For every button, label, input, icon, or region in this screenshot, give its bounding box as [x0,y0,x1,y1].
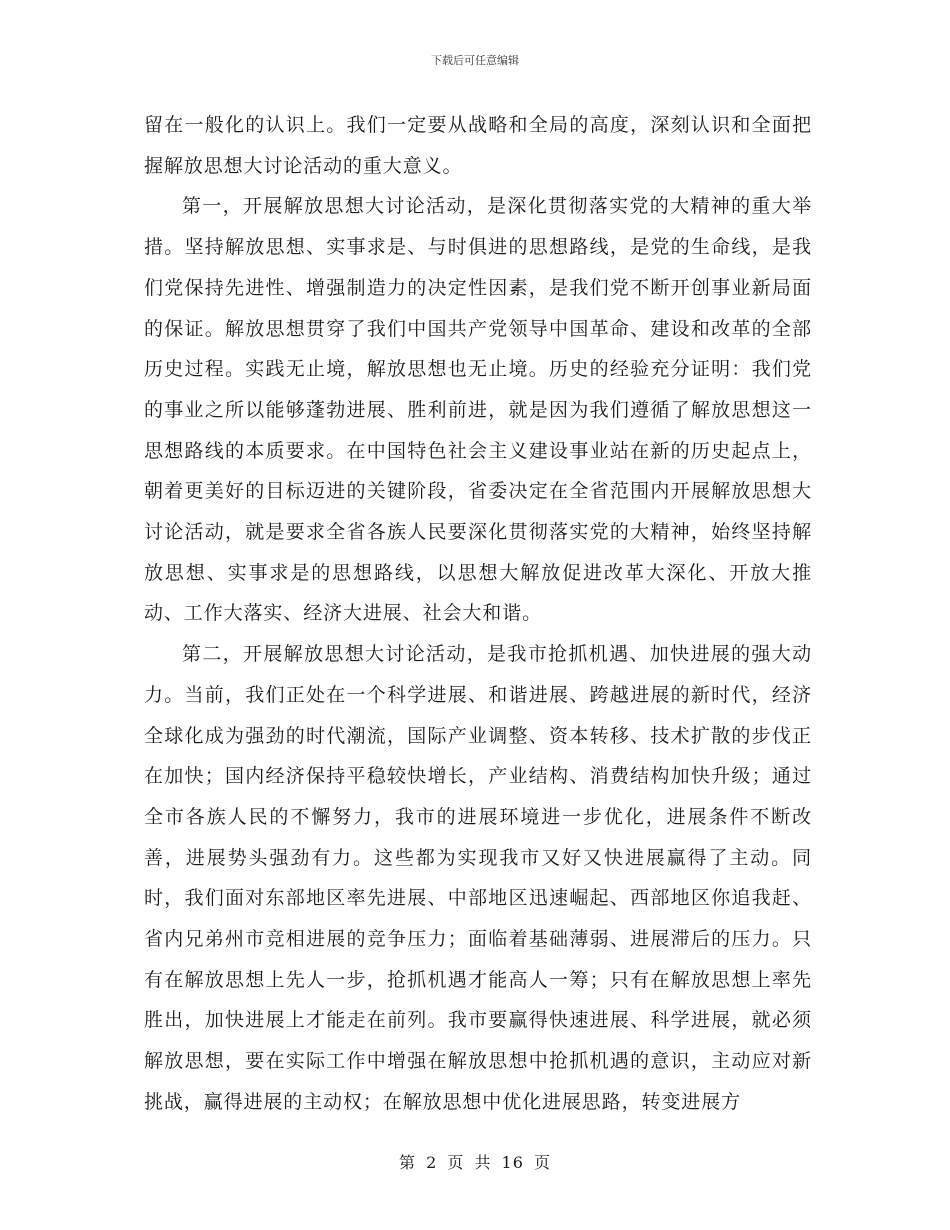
page-header-note: 下载后可任意编辑 [431,54,519,67]
paragraph-continuation: 留在一般化的认识上。我们一定要从战略和全局的高度，深刻认识和全面把握解放思想大讨论活动的重大意义。 [144,114,812,177]
page-number-footer: 第 2 页 共 16 页 [399,1153,551,1172]
body-text [144,105,812,1123]
paragraph-second-point: 第二，开展解放思想大讨论活动，是我市抢抓机遇、加快进展的强大动力。当前，我们正处在一个科学进展、和谐进展、跨越进展的新时代，经济全球化成为强劲的时代潮流，国际产业调整、资本转移、技术扩散的步伐正在加快；国内经济保持平稳较快增长，产业结构、消费结构加快升级；通过全市各族人民的不懈努力，我市的进展环境进一步优化，进展条件不断改善，进展势头强劲有力。这些都为实现我市又好又快进展赢得了主动。同时，我们面对东部地区率先进展、中部地区迅速崛起、西部地区你追我赶、省内兄弟州市竞相进展的竞争压力；面临着基础薄弱、进展滞后的压力。只有在解放思想上先人一步，抢抓机遇才能高人一筹；只有在解放思想上率先胜出，加快进展上才能走在前列。我市要赢得快速进展、科学进展，就必须解放思想，要在实际工作中增强在解放思想中抢抓机遇的意识，主动应对新挑战，赢得进展的主动权；在解放思想中优化进展思路，转变进展方 [144,643,812,1113]
paragraph-first-point: 第一，开展解放思想大讨论活动，是深化贯彻落实党的大精神的重大举措。坚持解放思想、实事求是、与时俱进的思想路线，是党的生命线，是我们党保持先进性、增强制造力的决定性因素，是我们党不断开创事业新局面的保证。解放思想贯穿了我们中国共产党领导中国革命、建设和改革的全部历史过程。实践无止境，解放思想也无止境。历史的经验充分证明：我们党的事业之所以能够蓬勃进展、胜利前进，就是因为我们遵循了解放思想这一思想路线的本质要求。在中国特色社会主义建设事业站在新的历史起点上，朝着更美好的目标迈进的关键阶段，省委决定在全省范围内开展解放思想大讨论活动，就是要求全省各族人民要深化贯彻落实党的大精神，始终坚持解放思想、实事求是的思想路线，以思想大解放促进改革大深化、开放大推动、工作大落实、经济大进展、社会大和谐。 [144,195,812,625]
